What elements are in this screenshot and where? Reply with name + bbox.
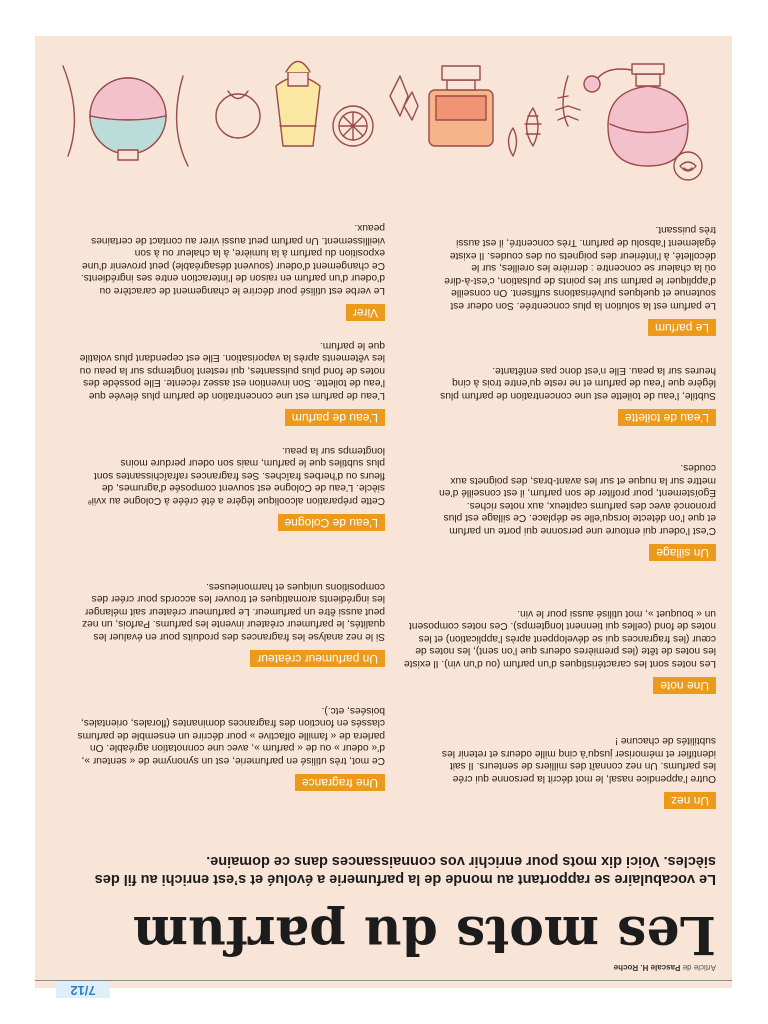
- byline-prefix: Article de: [682, 963, 716, 972]
- term-tag-le-parfum: Le parfum: [648, 319, 716, 336]
- term-tag-une-fragrance: Une fragrance: [295, 774, 385, 791]
- term-tag-eau-de-toilette: L’eau de toilette: [618, 409, 716, 426]
- definition-eau-de-cologne: Cette préparation alcoolique légère a été créée à Cologne au xviiᵉ siècle. L’eau de Cologne est souvent composée d’agrumes, de fleurs ou d’herbes fraîches. Ses fragrances rafraîchissantes sont plus subtiles que le parfum, mais son odeur perdure moins longtemps sur la peau.: [87, 444, 385, 506]
- definition-un-sillage: C’est l’odeur qui entoure une personne qui porte un parfum et que l’on détecte lorsqu’elle se déplace. Ce sillage est plus prononcé avec des parfums capiteux, aux notes riches. Égoïstement, pour profiter de son parfum, il est conseillé d’en mettre sur la nuque et sur les avant-bras, des poignets aux coudes.: [439, 462, 716, 536]
- term-tag-un-sillage: Un sillage: [649, 544, 716, 561]
- definition-un-nez: Outre l’appendice nasal, le mot décrit la personne qui crée les parfums. Un nez connaît des milliers de senteurs. Il sait identifier et mémoriser jusqu’à cinq mille odeurs et retenir les subtilités de chacune !: [441, 735, 716, 784]
- article-title: Les mots du parfum: [132, 904, 716, 965]
- rose-icon: [674, 152, 702, 180]
- header-rule: [35, 980, 732, 981]
- term-tag-parfumeur-createur: Un parfumeur créateur: [250, 650, 385, 667]
- article-intro: Le vocabulaire se rapportant au monde de la parfumerie a évolué et s’est enrichi au fil des siècles. Voici dix mots pour enrichir vos connaissances dans ce domaine.: [94, 853, 716, 887]
- definition-parfumeur-createur: Si le nez analyse les fragrances des produits pour en évaluer les qualités, le parfumeur créateur invente les parfums. Parfois, un nez peut aussi être un parfumeur. Le parfumeur créateur sait mélanger les ingrédients aromatiques et trouver les accords pour créer des compositions uniques et harmonieuses.: [82, 580, 385, 642]
- term-tag-un-nez: Un nez: [664, 792, 716, 809]
- page-number: 7/12: [56, 982, 110, 998]
- perfume-illustration: [48, 36, 708, 186]
- pine-cone-icon: [509, 108, 542, 156]
- round-perfume-bottle-icon: [63, 66, 188, 166]
- term-tag-une-note: Une note: [653, 677, 716, 694]
- crystal-icon: [390, 76, 418, 120]
- definition-une-note: Les notes sont les caractéristiques d’un parfum (ou d’un vin). Il existe les notes de tête (les premières odeurs que l’on sent), les notes de cœur (les fragrances qui se développent après l’application) et les notes de fond (celles qui tiennent longtemps). Ces notes composent un « bouquet », mot utilisé aussi pour le vin.: [403, 607, 716, 669]
- rectangular-perfume-bottle-icon: [429, 66, 493, 146]
- definition-une-fragrance: Ce mot, très utilisé en parfumerie, est un synonyme de « senteur », d’« odeur » ou de « parfum », avec une connotation agréable. On parlera de « famille olfactive » pour décrire un ensemble de parfums classés en fonction des fragrances dominantes (florales, orientales, boisées, etc.).: [77, 704, 385, 766]
- definition-le-parfum: Le parfum est la solution la plus concentrée. Son odeur est soutenue et quelques pulvérisations suffisent. On conseille d’appliquer le parfum sur les points de pulsation, c’est-à-dire où la chaleur se concentre : derrière les oreilles, sur le décolleté, à l’intérieur des poignets ou des coudes. Il existe également l’absolu de parfum. Très concentré, il est aussi très puissant.: [444, 224, 716, 311]
- definition-virer: Le verbe est utilisé pour décrire le changement de caractère ou d’odeur d’un parfum en raison de l’interaction entre ses ingrédients. Ce changement d’odeur (souvent désagréable) peut provenir d’une exposition du parfum à la lumière, à la chaleur ou à son vieillissement. Un parfum peut aussi virer au contact de certaines peaux.: [80, 222, 385, 296]
- term-tag-eau-de-parfum: L’eau de parfum: [285, 409, 385, 426]
- feather-icon: [556, 76, 580, 126]
- term-tag-eau-de-cologne: L’eau de Cologne: [278, 514, 385, 531]
- author-name: Pascale H. Roche: [613, 963, 681, 972]
- definition-eau-de-toilette: Subtile, l’eau de toilette est une concentration de parfum plus légère que l’eau de parfum et ne reste qu’entre trois à cinq heures sur la peau. Elle n’est donc pas entêtante.: [440, 364, 716, 401]
- atomizer-bottle-icon: [584, 64, 688, 166]
- term-tag-virer: Virer: [346, 304, 385, 321]
- lemon-bottle-icon: [276, 62, 320, 147]
- definition-eau-de-parfum: L’eau de parfum est une concentration de parfum plus élevée que l’eau de toilette. Son invention est assez récente. Elle possède des notes de fond plus puissantes, qui restent longtemps sur la peau ou les vêtements après la vaporisation. Elle est cependant plus volatile que le parfum.: [79, 339, 385, 401]
